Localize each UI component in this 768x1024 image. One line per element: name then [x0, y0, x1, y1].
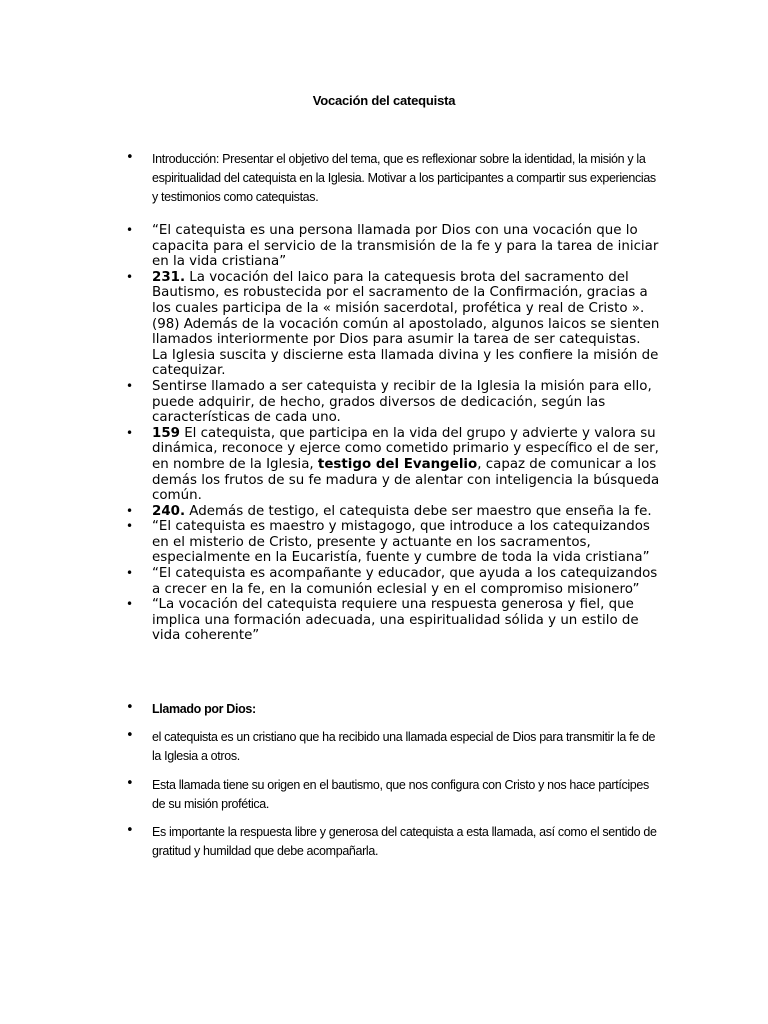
list-item-text: “La vocación del catequista requiere una respuesta generosa y fiel, que implica una formación adecuada, una espiritualidad sólida y un estilo de vida coherente” — [152, 597, 639, 644]
list-item — [0, 426, 768, 504]
list-item — [0, 150, 768, 207]
list-item-text: “El catequista es acompañante y educador, que ayuda a los catequizandos a crecer en la fe, en la comunión eclesial y en el compromiso misionero” — [152, 566, 658, 597]
list-item — [0, 270, 768, 379]
quotes-list — [0, 223, 768, 644]
bullet: • — [126, 519, 134, 534]
paragraph-number: 159 — [152, 425, 180, 441]
list-item-text: “El catequista es maestro y mistagogo, que introduce a los catequizandos en el misterio de Cristo, presente y actuante en los sacramentos, especialmente en la Eucaristía, fuente y cumbre de toda la vida cristiana” — [152, 519, 650, 566]
emphasis-text: testigo del Evangelio — [317, 456, 478, 472]
bullet: • — [126, 425, 134, 440]
list-item — [0, 597, 768, 644]
intro-section — [0, 150, 768, 207]
list-item — [0, 566, 768, 597]
list-item-text: el catequista es un cristiano que ha recibido una llamada especial de Dios para transmitir la fe de la Iglesia a otros. — [152, 730, 656, 763]
list-item-text: 231. La vocación del laico para la catequesis brota del sacramento del Bautismo, es robustecida por el sacramento de la Confirmación, gracias a los cuales participa de la « misión sacerdotal, profética y real de Cristo ». (98) Además de la vocación común al apostolado, algunos laicos se sienten llamados interiormente por Dios para asumir la tarea de ser catequistas. La Iglesia suscita y discierne esta llamada divina y les confiere la misión de catequizar. — [152, 269, 660, 379]
llamado-item — [0, 776, 768, 814]
llamado-item — [0, 823, 768, 861]
bullet: • — [126, 823, 134, 838]
list-item-text: 159 El catequista, que participa en la vida del grupo y advierte y valora su dinámica, reconoce y ejerce como cometido primario y específico el de ser, en nombre de la Iglesia, testigo del Evangelio, capaz de comunicar a los demás los frutos de su fe madura y de alentar con inteligencia la búsqueda común. — [152, 425, 660, 504]
bullet: • — [126, 150, 134, 165]
list-item — [0, 776, 768, 814]
list-item — [0, 728, 768, 766]
list-item — [0, 823, 768, 861]
list-item — [0, 519, 768, 566]
bullet: • — [126, 776, 134, 791]
intro-text: Introducción: Presentar el objetivo del tema, que es reflexionar sobre la identidad, la misión y la espiritualidad del catequista en la Iglesia. Motivar a los participantes a compartir sus experiencias y testimonios como catequistas. — [152, 152, 656, 204]
page-title: Vocación del catequista — [312, 93, 456, 108]
bullet: • — [126, 566, 134, 581]
list-item — [0, 504, 768, 520]
list-item — [0, 700, 768, 719]
list-item — [0, 223, 768, 270]
bullet: • — [126, 378, 134, 393]
list-item-text: “El catequista es una persona llamada por Dios con una vocación que lo capacita para el servicio de la transmisión de la fe y para la tarea de iniciar en la vida cristiana” — [152, 223, 659, 270]
list-item-text: 240. Además de testigo, el catequista debe ser maestro que enseña la fe. — [152, 503, 652, 519]
list-item-text: Es importante la respuesta libre y generosa del catequista a esta llamada, así como el sentido de gratitud y humildad que debe acompañarla. — [152, 825, 657, 858]
bullet: • — [126, 503, 134, 518]
llamado-section — [0, 700, 768, 719]
bullet: • — [126, 597, 134, 612]
bullet: • — [126, 269, 134, 284]
list-item — [0, 379, 768, 426]
llamado-item — [0, 728, 768, 766]
bullet: • — [126, 223, 134, 237]
list-item-text: Sentirse llamado a ser catequista y recibir de la Iglesia la misión para ello, puede adquirir, de hecho, grados diversos de dedicación, según las características de cada uno. — [152, 378, 652, 426]
paragraph-number: 231. — [152, 269, 186, 285]
bullet: • — [126, 700, 134, 715]
list-item-text: Esta llamada tiene su origen en el bautismo, que nos configura con Cristo y nos hace partícipes de su misión profética. — [152, 778, 649, 811]
bullet: • — [126, 728, 134, 743]
paragraph-number: 240. — [152, 503, 186, 519]
section-heading: Llamado por Dios: — [152, 702, 256, 716]
